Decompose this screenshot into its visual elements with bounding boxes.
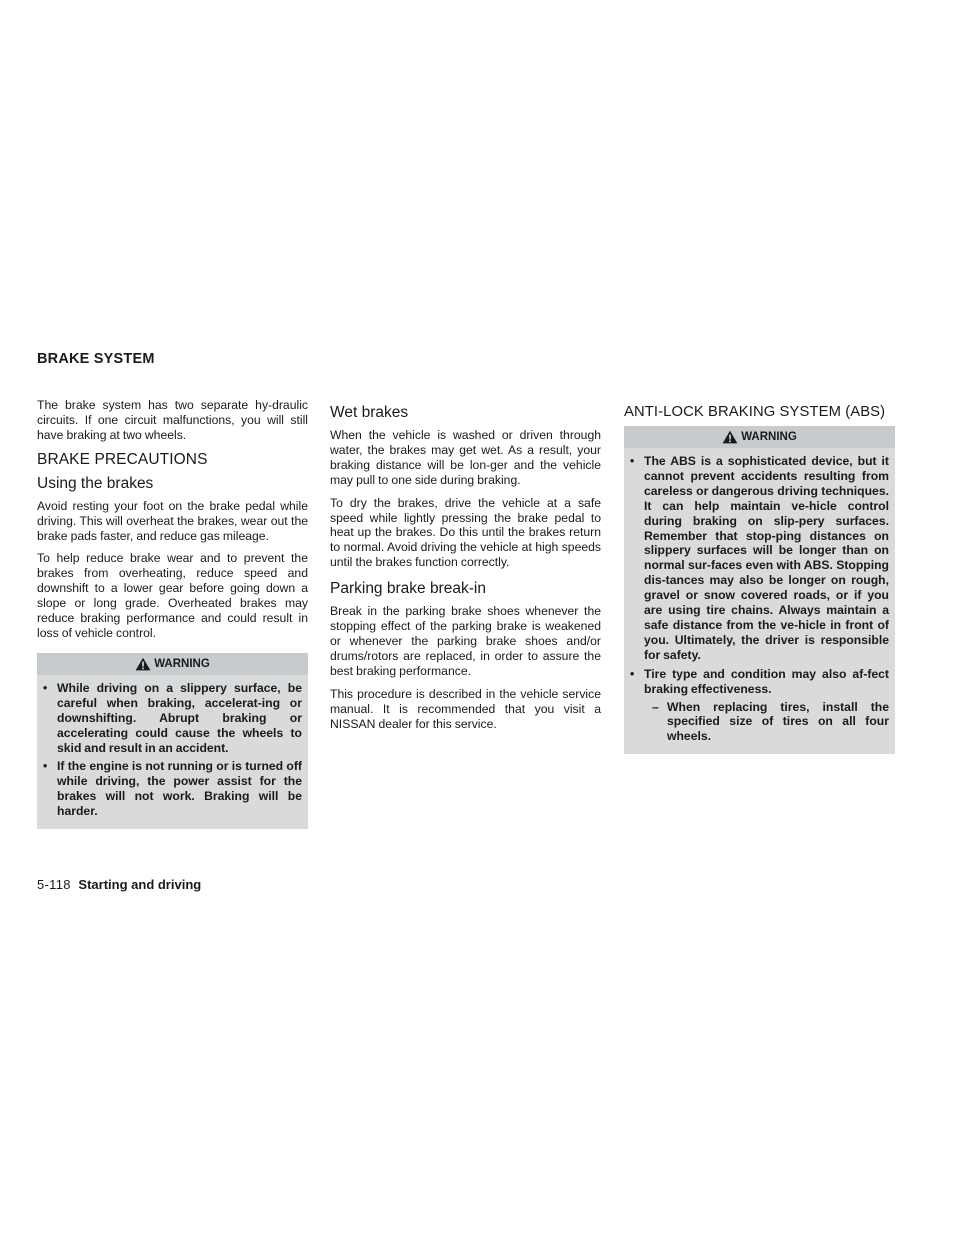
bullet-icon: •: [43, 759, 48, 774]
parking-brake-paragraph-1: Break in the parking brake shoes whenever the stopping effect of the parking brake is weakened or whenever the parking brake shoes and/or drums/rotors are replaced, in order to assure the best braking performance.: [330, 604, 601, 678]
warning-sub-list: [644, 700, 889, 745]
parking-brake-paragraph-2: This procedure is described in the vehicle service manual. It is recommended that you visit a NISSAN dealer for this service.: [330, 686, 601, 731]
warning-sub-item-text: When replacing tires, install the specified size of tires on all four wheels.: [667, 699, 889, 744]
intro-paragraph: The brake system has two separate hy-draulic circuits. If one circuit malfunctions, you will still have braking at two wheels.: [37, 398, 308, 442]
warning-item-text: The ABS is a sophisticated device, but it cannot prevent accidents resulting from careless or dangerous driving techniques. It can help maintain ve-hicle control during braking on slip-pery surfaces. Remember that stop-ping distances on slippery surfaces will be longer than on normal sur-faces even with ABS. Stopping dis-tances may also be longer on rough, gravel or snow covered roads, or if you are using tire chains. Always maintain a safe distance from the ve-hicle in front of you. Ultimately, the driver is responsible for safety.: [644, 454, 889, 662]
warning-list: [37, 675, 308, 819]
wet-brakes-paragraph-1: When the vehicle is washed or driven through water, the brakes may get wet. As a result, your braking distance will be lon-ger and the vehicle may pull to one side during braking.: [330, 428, 601, 487]
warning-item: [630, 454, 889, 663]
abs-heading: ANTI-LOCK BRAKING SYSTEM (ABS): [624, 404, 886, 420]
bullet-icon: •: [630, 666, 635, 681]
warning-item-text: If the engine is not running or is turned off while driving, the power assist for the brakes will not work. Braking will be harder.: [57, 759, 302, 819]
bullet-icon: •: [630, 454, 635, 468]
warning-label: WARNING: [154, 657, 210, 670]
warning-box-brakes: [37, 653, 308, 829]
warning-label: WARNING: [741, 431, 797, 443]
bullet-icon: •: [43, 680, 48, 695]
warning-item-text: While driving on a slippery surface, be careful when braking, accelerat-ing or downshifting. Abrupt braking or accelerating could cause the wheels to skid and result in an accident.: [57, 680, 302, 755]
using-brakes-paragraph-2: To help reduce brake wear and to prevent the brakes from overheating, reduce speed and downshift to a lower gear before going down a slope or long grade. Overheated brakes may reduce braking performance and could result in loss of vehicle control.: [37, 551, 308, 640]
section-title: BRAKE SYSTEM: [37, 351, 155, 367]
wet-brakes-heading: Wet brakes: [330, 404, 409, 421]
warning-box-abs: [624, 426, 895, 754]
warning-item: [43, 680, 302, 756]
column-1: [37, 398, 308, 829]
dash-icon: –: [652, 699, 659, 714]
warning-item: [43, 759, 302, 819]
wet-brakes-paragraph-2: To dry the brakes, drive the vehicle at a safe speed while lightly pressing the brake pedal to heat up the brakes. Do this until the brakes return to normal. Avoid driving the vehicle at high speeds until the brakes function correctly.: [330, 495, 601, 570]
parking-brake-heading: Parking brake break-in: [330, 580, 486, 598]
warning-header: [37, 653, 308, 675]
precautions-heading: BRAKE PRECAUTIONS: [37, 450, 208, 468]
using-brakes-paragraph-1: Avoid resting your foot on the brake pedal while driving. This will overheat the brakes, wear out the brake pads faster, and reduce gas mileage.: [37, 498, 308, 543]
page-number: 5-118: [37, 877, 71, 892]
warning-item: [630, 666, 889, 745]
warning-item-text: Tire type and condition may also af-fect braking effectiveness.: [644, 666, 889, 696]
warning-header: [624, 426, 895, 448]
warning-sub-item: [652, 699, 889, 745]
using-brakes-heading: Using the brakes: [37, 474, 154, 492]
warning-list: [624, 448, 895, 744]
page-footer: [37, 877, 201, 892]
warning-triangle-icon: [722, 430, 738, 444]
chapter-title: Starting and driving: [78, 877, 202, 892]
warning-triangle-icon: [135, 657, 151, 671]
column-3: [624, 400, 895, 754]
column-2: [330, 400, 601, 739]
